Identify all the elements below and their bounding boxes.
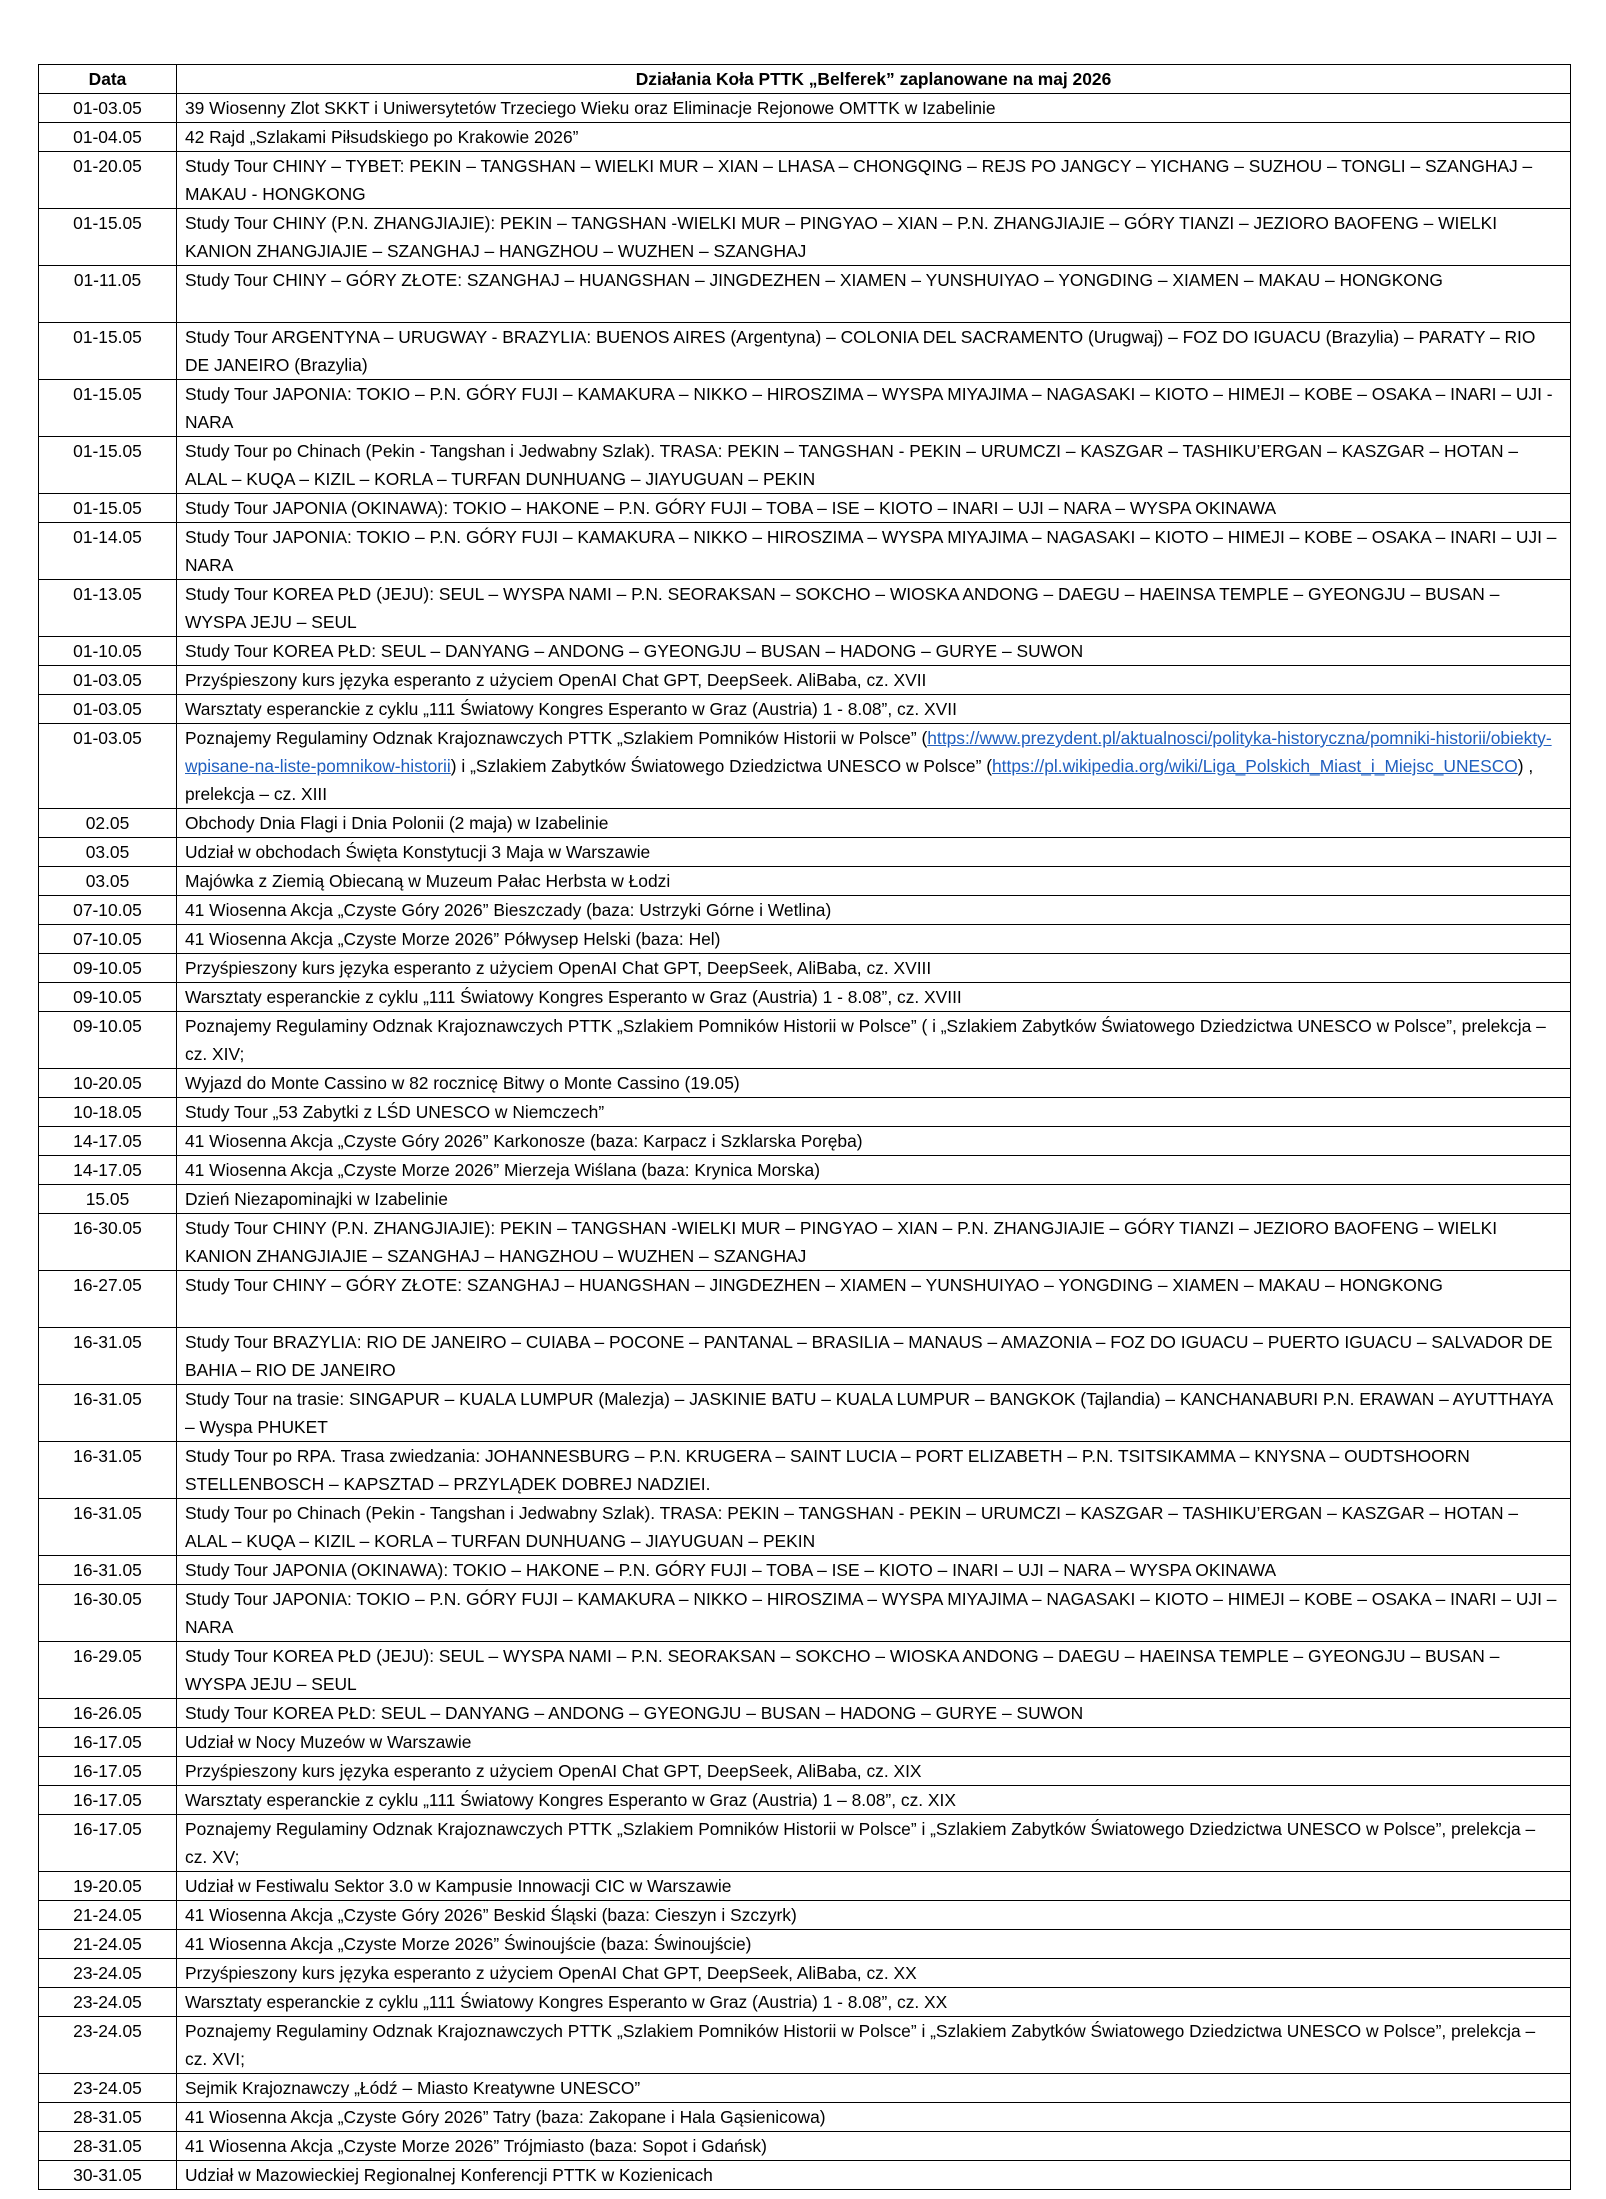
row-date: 02.05 xyxy=(39,809,177,838)
row-date: 09-10.05 xyxy=(39,983,177,1012)
row-date: 03.05 xyxy=(39,838,177,867)
row-activity: Study Tour JAPONIA: TOKIO – P.N. GÓRY FUJI – KAMAKURA – NIKKO – HIROSZIMA – WYSPA MIYAJIMA – NAGASAKI – KIOTO – HIMEJI – KOBE – OSAKA – INARI – UJI - NARA xyxy=(177,380,1571,437)
row-activity: Study Tour po Chinach (Pekin - Tangshan i Jedwabny Szlak). TRASA: PEKIN – TANGSHAN - PEKIN – URUMCZI – KASZGAR – TASHIKU’ERGAN – KASZGAR – HOTAN – ALAL – KUQA – KIZIL – KORLA – TURFAN DUNHUANG – JIAYUGUAN – PEKIN xyxy=(177,437,1571,494)
row-date: 16-31.05 xyxy=(39,1442,177,1499)
table-row xyxy=(39,2161,1571,2190)
table-row xyxy=(39,1185,1571,1214)
row-activity: 41 Wiosenna Akcja „Czyste Góry 2026” Tatry (baza: Zakopane i Hala Gąsienicowa) xyxy=(177,2103,1571,2132)
row-date: 23-24.05 xyxy=(39,2017,177,2074)
table-row xyxy=(39,2132,1571,2161)
table-row xyxy=(39,580,1571,637)
row-date: 01-03.05 xyxy=(39,666,177,695)
row-activity: Study Tour CHINY (P.N. ZHANGJIAJIE): PEKIN – TANGSHAN -WIELKI MUR – PINGYAO – XIAN – P.N. ZHANGJIAJIE – GÓRY TIANZI – JEZIORO BAOFENG – WIELKI KANION ZHANGJIAJIE – SZANGHAJ – HANGZHOU – WUZHEN – SZANGHAJ xyxy=(177,209,1571,266)
row-text-part: Poznajemy Regulaminy Odznak Krajoznawczych PTTK „Szlakiem Pomników Historii w Polsce” ( xyxy=(185,728,928,748)
row-date: 01-15.05 xyxy=(39,380,177,437)
row-activity: Study Tour po Chinach (Pekin - Tangshan i Jedwabny Szlak). TRASA: PEKIN – TANGSHAN - PEKIN – URUMCZI – KASZGAR – TASHIKU’ERGAN – KASZGAR – HOTAN – ALAL – KUQA – KIZIL – KORLA – TURFAN DUNHUANG – JIAYUGUAN – PEKIN xyxy=(177,1499,1571,1556)
row-date: 10-20.05 xyxy=(39,1069,177,1098)
table-body xyxy=(39,94,1571,2190)
row-activity: Study Tour na trasie: SINGAPUR – KUALA LUMPUR (Malezja) – JASKINIE BATU – KUALA LUMPUR – BANGKOK (Tajlandia) – KANCHANABURI P.N. ERAWAN – AYUTTHAYA – Wyspa PHUKET xyxy=(177,1385,1571,1442)
table-row xyxy=(39,809,1571,838)
row-date: 16-31.05 xyxy=(39,1499,177,1556)
table-row xyxy=(39,494,1571,523)
table-row xyxy=(39,1214,1571,1271)
pomniki-historii-link[interactable]: https://www.prezydent.pl/aktualnosci/polityka-historyczna/pomniki-historii/obiekty-wpisane-na-liste-pomnikow-historii xyxy=(185,728,1552,776)
row-activity: Study Tour KOREA PŁD: SEUL – DANYANG – ANDONG – GYEONGJU – BUSAN – HADONG – GURYE – SUWON xyxy=(177,637,1571,666)
table-row xyxy=(39,1728,1571,1757)
table-row xyxy=(39,152,1571,209)
header-activity: Działania Koła PTTK „Belferek” zaplanowane na maj 2026 xyxy=(177,65,1571,94)
row-activity: Study Tour JAPONIA (OKINAWA): TOKIO – HAKONE – P.N. GÓRY FUJI – TOBA – ISE – KIOTO – INARI – UJI – NARA – WYSPA OKINAWA xyxy=(177,494,1571,523)
row-activity: Warsztaty esperanckie z cyklu „111 Światowy Kongres Esperanto w Graz (Austria) 1 - 8.08”, cz. XVIII xyxy=(177,983,1571,1012)
row-activity: Study Tour KOREA PŁD (JEJU): SEUL – WYSPA NAMI – P.N. SEORAKSAN – SOKCHO – WIOSKA ANDONG – DAEGU – HAEINSA TEMPLE – GYEONGJU – BUSAN – WYSPA JEJU – SEUL xyxy=(177,580,1571,637)
table-row xyxy=(39,1930,1571,1959)
row-date: 30-31.05 xyxy=(39,2161,177,2190)
row-activity: 41 Wiosenna Akcja „Czyste Morze 2026” Świnoujście (baza: Świnoujście) xyxy=(177,1930,1571,1959)
table-row xyxy=(39,1442,1571,1499)
table-row xyxy=(39,1012,1571,1069)
row-date: 09-10.05 xyxy=(39,954,177,983)
row-activity: Warsztaty esperanckie z cyklu „111 Światowy Kongres Esperanto w Graz (Austria) 1 - 8.08”, cz. XVII xyxy=(177,695,1571,724)
table-row xyxy=(39,1959,1571,1988)
row-activity: Study Tour po RPA. Trasa zwiedzania: JOHANNESBURG – P.N. KRUGERA – SAINT LUCIA – PORT ELIZABETH – P.N. TSITSIKAMMA – KNYSNA – OUDTSHOORN STELLENBOSCH – KAPSZTAD – PRZYLĄDEK DOBREJ NADZIEI. xyxy=(177,1442,1571,1499)
row-activity: Study Tour CHINY – TYBET: PEKIN – TANGSHAN – WIELKI MUR – XIAN – LHASA – CHONGQING – REJS PO JANGCY – YICHANG – SUZHOU – TONGLI – SZANGHAJ – MAKAU - HONGKONG xyxy=(177,152,1571,209)
row-activity: Study Tour ARGENTYNA – URUGWAY - BRAZYLIA: BUENOS AIRES (Argentyna) – COLONIA DEL SACRAMENTO (Urugwaj) – FOZ DO IGUACU (Brazylia) – PARATY – RIO DE JANEIRO (Brazylia) xyxy=(177,323,1571,380)
table-row xyxy=(39,266,1571,323)
row-date: 16-17.05 xyxy=(39,1786,177,1815)
row-date: 01-11.05 xyxy=(39,266,177,323)
row-activity xyxy=(177,724,1571,809)
table-row xyxy=(39,1385,1571,1442)
row-activity: 42 Rajd „Szlakami Piłsudskiego po Krakowie 2026” xyxy=(177,123,1571,152)
row-date: 28-31.05 xyxy=(39,2132,177,2161)
row-date: 01-15.05 xyxy=(39,209,177,266)
row-date: 23-24.05 xyxy=(39,2074,177,2103)
row-activity: 41 Wiosenna Akcja „Czyste Morze 2026” Mierzeja Wiślana (baza: Krynica Morska) xyxy=(177,1156,1571,1185)
schedule-sheet xyxy=(38,64,1570,2190)
table-row xyxy=(39,1499,1571,1556)
schedule-table xyxy=(38,64,1571,2190)
row-text-part: ) i „Szlakiem Zabytków Światowego Dziedzictwa UNESCO w Polsce” ( xyxy=(450,756,992,776)
row-activity: Dzień Niezapominajki w Izabelinie xyxy=(177,1185,1571,1214)
row-activity: Przyśpieszony kurs języka esperanto z użyciem OpenAI Chat GPT, DeepSeek, AliBaba, cz. XIX xyxy=(177,1757,1571,1786)
row-date: 19-20.05 xyxy=(39,1872,177,1901)
row-date: 16-30.05 xyxy=(39,1585,177,1642)
row-activity: 41 Wiosenna Akcja „Czyste Góry 2026” Bieszczady (baza: Ustrzyki Górne i Wetlina) xyxy=(177,896,1571,925)
row-activity: Study Tour BRAZYLIA: RIO DE JANEIRO – CUIABA – POCONE – PANTANAL – BRASILIA – MANAUS – AMAZONIA – FOZ DO IGUACU – PUERTO IGUACU – SALVADOR DE BAHIA – RIO DE JANEIRO xyxy=(177,1328,1571,1385)
row-date: 09-10.05 xyxy=(39,1012,177,1069)
row-activity: Przyśpieszony kurs języka esperanto z użyciem OpenAI Chat GPT, DeepSeek, AliBaba, cz. XVIII xyxy=(177,954,1571,983)
table-row xyxy=(39,954,1571,983)
row-text-part: ) , prelekcja – cz. XIII xyxy=(185,756,1534,804)
row-activity: Study Tour JAPONIA (OKINAWA): TOKIO – HAKONE – P.N. GÓRY FUJI – TOBA – ISE – KIOTO – INARI – UJI – NARA – WYSPA OKINAWA xyxy=(177,1556,1571,1585)
row-date: 01-15.05 xyxy=(39,323,177,380)
table-row xyxy=(39,209,1571,266)
row-date: 16-29.05 xyxy=(39,1642,177,1699)
table-row xyxy=(39,695,1571,724)
row-date: 16-17.05 xyxy=(39,1815,177,1872)
row-date: 07-10.05 xyxy=(39,896,177,925)
table-row xyxy=(39,2074,1571,2103)
row-activity: 41 Wiosenna Akcja „Czyste Morze 2026” Trójmiasto (baza: Sopot i Gdańsk) xyxy=(177,2132,1571,2161)
table-header-row xyxy=(39,65,1571,94)
table-row xyxy=(39,724,1571,809)
row-date: 16-31.05 xyxy=(39,1328,177,1385)
row-activity: Wyjazd do Monte Cassino w 82 rocznicę Bitwy o Monte Cassino (19.05) xyxy=(177,1069,1571,1098)
row-date: 16-30.05 xyxy=(39,1214,177,1271)
row-date: 21-24.05 xyxy=(39,1930,177,1959)
row-date: 14-17.05 xyxy=(39,1156,177,1185)
row-date: 01-15.05 xyxy=(39,437,177,494)
table-row xyxy=(39,437,1571,494)
row-date: 01-03.05 xyxy=(39,94,177,123)
row-activity: Udział w Nocy Muzeów w Warszawie xyxy=(177,1728,1571,1757)
row-date: 21-24.05 xyxy=(39,1901,177,1930)
row-activity: Majówka z Ziemią Obiecaną w Muzeum Pałac Herbsta w Łodzi xyxy=(177,867,1571,896)
row-date: 15.05 xyxy=(39,1185,177,1214)
row-activity: Study Tour CHINY – GÓRY ZŁOTE: SZANGHAJ – HUANGSHAN – JINGDEZHEN – XIAMEN – YUNSHUIYAO – YONGDING – XIAMEN – MAKAU – HONGKONG xyxy=(177,1271,1571,1328)
row-activity: Warsztaty esperanckie z cyklu „111 Światowy Kongres Esperanto w Graz (Austria) 1 - 8.08”, cz. XX xyxy=(177,1988,1571,2017)
row-date: 01-04.05 xyxy=(39,123,177,152)
table-row xyxy=(39,1328,1571,1385)
table-row xyxy=(39,1699,1571,1728)
row-activity: Poznajemy Regulaminy Odznak Krajoznawczych PTTK „Szlakiem Pomników Historii w Polsce” i „Szlakiem Zabytków Światowego Dziedzictwa UNESCO w Polsce”, prelekcja – cz. XVI; xyxy=(177,2017,1571,2074)
table-row xyxy=(39,2103,1571,2132)
table-row xyxy=(39,925,1571,954)
row-date: 01-13.05 xyxy=(39,580,177,637)
table-row xyxy=(39,2017,1571,2074)
row-date: 16-17.05 xyxy=(39,1757,177,1786)
row-activity: Udział w Mazowieckiej Regionalnej Konferencji PTTK w Kozienicach xyxy=(177,2161,1571,2190)
table-row xyxy=(39,1098,1571,1127)
row-date: 01-03.05 xyxy=(39,724,177,809)
table-row xyxy=(39,1901,1571,1930)
table-row xyxy=(39,1556,1571,1585)
row-activity: 41 Wiosenna Akcja „Czyste Morze 2026” Półwysep Helski (baza: Hel) xyxy=(177,925,1571,954)
row-date: 01-03.05 xyxy=(39,695,177,724)
row-activity: Study Tour KOREA PŁD (JEJU): SEUL – WYSPA NAMI – P.N. SEORAKSAN – SOKCHO – WIOSKA ANDONG – DAEGU – HAEINSA TEMPLE – GYEONGJU – BUSAN – WYSPA JEJU – SEUL xyxy=(177,1642,1571,1699)
row-activity: Obchody Dnia Flagi i Dnia Polonii (2 maja) w Izabelinie xyxy=(177,809,1571,838)
table-row xyxy=(39,523,1571,580)
table-row xyxy=(39,838,1571,867)
table-row xyxy=(39,1585,1571,1642)
row-activity: 41 Wiosenna Akcja „Czyste Góry 2026” Beskid Śląski (baza: Cieszyn i Szczyrk) xyxy=(177,1901,1571,1930)
row-date: 23-24.05 xyxy=(39,1959,177,1988)
unesco-wiki-link[interactable]: https://pl.wikipedia.org/wiki/Liga_Polskich_Miast_i_Miejsc_UNESCO xyxy=(992,756,1518,776)
row-date: 16-17.05 xyxy=(39,1728,177,1757)
row-activity: Study Tour CHINY – GÓRY ZŁOTE: SZANGHAJ – HUANGSHAN – JINGDEZHEN – XIAMEN – YUNSHUIYAO – YONGDING – XIAMEN – MAKAU – HONGKONG xyxy=(177,266,1571,323)
row-activity: Poznajemy Regulaminy Odznak Krajoznawczych PTTK „Szlakiem Pomników Historii w Polsce” i „Szlakiem Zabytków Światowego Dziedzictwa UNESCO w Polsce”, prelekcja – cz. XV; xyxy=(177,1815,1571,1872)
row-date: 23-24.05 xyxy=(39,1988,177,2017)
row-activity: Poznajemy Regulaminy Odznak Krajoznawczych PTTK „Szlakiem Pomników Historii w Polsce” ( i „Szlakiem Zabytków Światowego Dziedzictwa UNESCO w Polsce”, prelekcja – cz. XIV; xyxy=(177,1012,1571,1069)
row-date: 16-31.05 xyxy=(39,1385,177,1442)
row-activity: Study Tour CHINY (P.N. ZHANGJIAJIE): PEKIN – TANGSHAN -WIELKI MUR – PINGYAO – XIAN – P.N. ZHANGJIAJIE – GÓRY TIANZI – JEZIORO BAOFENG – WIELKI KANION ZHANGJIAJIE – SZANGHAJ – HANGZHOU – WUZHEN – SZANGHAJ xyxy=(177,1214,1571,1271)
header-date: Data xyxy=(39,65,177,94)
table-row xyxy=(39,323,1571,380)
table-row xyxy=(39,1786,1571,1815)
table-row xyxy=(39,867,1571,896)
row-date: 16-26.05 xyxy=(39,1699,177,1728)
row-date: 01-20.05 xyxy=(39,152,177,209)
row-activity: Udział w Festiwalu Sektor 3.0 w Kampusie Innowacji CIC w Warszawie xyxy=(177,1872,1571,1901)
table-row xyxy=(39,94,1571,123)
table-row xyxy=(39,1156,1571,1185)
row-activity: Study Tour JAPONIA: TOKIO – P.N. GÓRY FUJI – KAMAKURA – NIKKO – HIROSZIMA – WYSPA MIYAJIMA – NAGASAKI – KIOTO – HIMEJI – KOBE – OSAKA – INARI – UJI – NARA xyxy=(177,523,1571,580)
table-row xyxy=(39,1642,1571,1699)
row-date: 07-10.05 xyxy=(39,925,177,954)
row-activity: Sejmik Krajoznawczy „Łódź – Miasto Kreatywne UNESCO” xyxy=(177,2074,1571,2103)
row-date: 01-15.05 xyxy=(39,494,177,523)
table-row xyxy=(39,1757,1571,1786)
row-activity: Przyśpieszony kurs języka esperanto z użyciem OpenAI Chat GPT, DeepSeek. AliBaba, cz. XVII xyxy=(177,666,1571,695)
row-date: 16-31.05 xyxy=(39,1556,177,1585)
table-row xyxy=(39,637,1571,666)
row-activity: Warsztaty esperanckie z cyklu „111 Światowy Kongres Esperanto w Graz (Austria) 1 – 8.08”, cz. XIX xyxy=(177,1786,1571,1815)
table-row xyxy=(39,1069,1571,1098)
table-row xyxy=(39,1872,1571,1901)
row-date: 10-18.05 xyxy=(39,1098,177,1127)
table-row xyxy=(39,896,1571,925)
row-activity: Study Tour KOREA PŁD: SEUL – DANYANG – ANDONG – GYEONGJU – BUSAN – HADONG – GURYE – SUWON xyxy=(177,1699,1571,1728)
row-date: 28-31.05 xyxy=(39,2103,177,2132)
row-activity: Study Tour JAPONIA: TOKIO – P.N. GÓRY FUJI – KAMAKURA – NIKKO – HIROSZIMA – WYSPA MIYAJIMA – NAGASAKI – KIOTO – HIMEJI – KOBE – OSAKA – INARI – UJI – NARA xyxy=(177,1585,1571,1642)
table-row xyxy=(39,1815,1571,1872)
row-date: 16-27.05 xyxy=(39,1271,177,1328)
table-row xyxy=(39,983,1571,1012)
row-date: 03.05 xyxy=(39,867,177,896)
table-row xyxy=(39,123,1571,152)
row-activity: Study Tour „53 Zabytki z LŚD UNESCO w Niemczech” xyxy=(177,1098,1571,1127)
row-activity: 41 Wiosenna Akcja „Czyste Góry 2026” Karkonosze (baza: Karpacz i Szklarska Poręba) xyxy=(177,1127,1571,1156)
table-row xyxy=(39,666,1571,695)
row-date: 14-17.05 xyxy=(39,1127,177,1156)
row-activity: 39 Wiosenny Zlot SKKT i Uniwersytetów Trzeciego Wieku oraz Eliminacje Rejonowe OMTTK w Izabelinie xyxy=(177,94,1571,123)
row-activity: Udział w obchodach Święta Konstytucji 3 Maja w Warszawie xyxy=(177,838,1571,867)
table-row xyxy=(39,1271,1571,1328)
row-date: 01-14.05 xyxy=(39,523,177,580)
row-activity: Przyśpieszony kurs języka esperanto z użyciem OpenAI Chat GPT, DeepSeek, AliBaba, cz. XX xyxy=(177,1959,1571,1988)
table-row xyxy=(39,380,1571,437)
table-row xyxy=(39,1127,1571,1156)
table-row xyxy=(39,1988,1571,2017)
row-date: 01-10.05 xyxy=(39,637,177,666)
